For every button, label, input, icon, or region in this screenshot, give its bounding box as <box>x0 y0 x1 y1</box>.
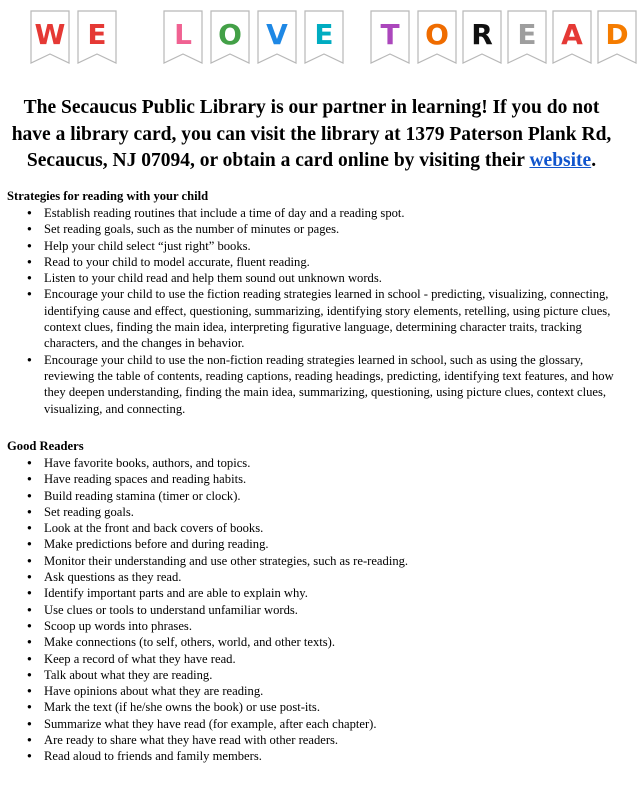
list-item: ● Use clues or tools to understand unfamiliar words. <box>44 602 614 618</box>
banner-letter: O <box>425 18 449 51</box>
list-item: ● Make predictions before and during reading. <box>44 536 614 552</box>
banner-flag <box>370 10 410 64</box>
list-item: ● Scoop up words into phrases. <box>44 618 614 634</box>
banner-we-love-to-read <box>30 4 629 68</box>
banner-flag <box>30 10 70 64</box>
strategies-list <box>44 205 614 417</box>
list-item: ● Ask questions as they read. <box>44 569 614 585</box>
banner-flag <box>304 10 344 64</box>
banner-letter: E <box>517 18 537 51</box>
list-item: ● Set reading goals, such as the number of minutes or pages. <box>44 221 614 237</box>
headline-end-punctuation: . <box>591 150 597 171</box>
banner-flag <box>77 10 117 64</box>
library-partner-headline <box>8 95 615 175</box>
list-item: ● Identify important parts and are able to explain why. <box>44 585 614 601</box>
banner-letter: E <box>87 18 107 51</box>
banner-letter: R <box>471 18 493 51</box>
list-item: ● Monitor their understanding and use other strategies, such as re-reading. <box>44 553 614 569</box>
banner-letter: L <box>174 18 192 51</box>
banner-flag <box>163 10 203 64</box>
list-item: ● Help your child select “just right” books. <box>44 238 614 254</box>
banner-flag <box>552 10 592 64</box>
list-item: ● Encourage your child to use the fiction reading strategies learned in school - predicting, visualizing, connecting, identifying cause and effect, questioning, summarizing, identifying story elements, retelling, using picture clues, context clues, finding the main idea, interpreting figurative language, determining character traits, tracking characters, and the changes in behavior. <box>44 286 614 351</box>
banner-letter: D <box>605 18 629 51</box>
banner-flag <box>597 10 637 64</box>
strategies-heading: Strategies for reading with your child <box>7 189 209 203</box>
list-item: ● Set reading goals. <box>44 504 614 520</box>
list-item: ● Encourage your child to use the non-fiction reading strategies learned in school, such as using the glossary, reviewing the table of contents, reading captions, reading headings, predicting, identifying text features, and how they deepen understanding, finding the main idea, summarizing, questioning, using picture clues, context clues, visualizing, and connecting. <box>44 352 614 417</box>
library-website-link[interactable]: website <box>529 150 592 171</box>
banner-flag <box>507 10 547 64</box>
list-item: ● Look at the front and back covers of books. <box>44 520 614 536</box>
banner-letter: V <box>266 18 288 51</box>
list-item: ● Mark the text (if he/she owns the book) or use post-its. <box>44 699 614 715</box>
list-item: ● Keep a record of what they have read. <box>44 651 614 667</box>
list-item: ● Talk about what they are reading. <box>44 667 614 683</box>
list-item: ● Have opinions about what they are reading. <box>44 683 614 699</box>
banner-flag <box>462 10 502 64</box>
banner-letter: E <box>314 18 334 51</box>
list-item: ● Read to your child to model accurate, fluent reading. <box>44 254 614 270</box>
banner-flag <box>210 10 250 64</box>
list-item: ● Establish reading routines that include a time of day and a reading spot. <box>44 205 614 221</box>
good-readers-heading: Good Readers <box>7 439 84 453</box>
banner-flag <box>257 10 297 64</box>
list-item: ● Build reading stamina (timer or clock). <box>44 488 614 504</box>
list-item: ● Have favorite books, authors, and topics. <box>44 455 614 471</box>
list-item: ● Are ready to share what they have read with other readers. <box>44 732 614 748</box>
list-item: ● Read aloud to friends and family members. <box>44 748 614 764</box>
list-item: ● Summarize what they have read (for example, after each chapter). <box>44 716 614 732</box>
headline-text: The Secaucus Public Library is our partner in learning! If you do not have a library card, you can visit the library at 1379 Paterson Plank Rd, Secaucus, NJ 07094, or obtain a card online by visiting their <box>11 97 612 171</box>
list-item: ● Listen to your child read and help them sound out unknown words. <box>44 270 614 286</box>
banner-letter: A <box>561 18 583 51</box>
good-readers-list <box>44 455 614 765</box>
banner-flag <box>417 10 457 64</box>
banner-letter: O <box>218 18 242 51</box>
list-item: ● Have reading spaces and reading habits. <box>44 471 614 487</box>
list-item: ● Make connections (to self, others, world, and other texts). <box>44 634 614 650</box>
banner-letter: T <box>380 18 400 51</box>
banner-letter: W <box>34 18 66 51</box>
